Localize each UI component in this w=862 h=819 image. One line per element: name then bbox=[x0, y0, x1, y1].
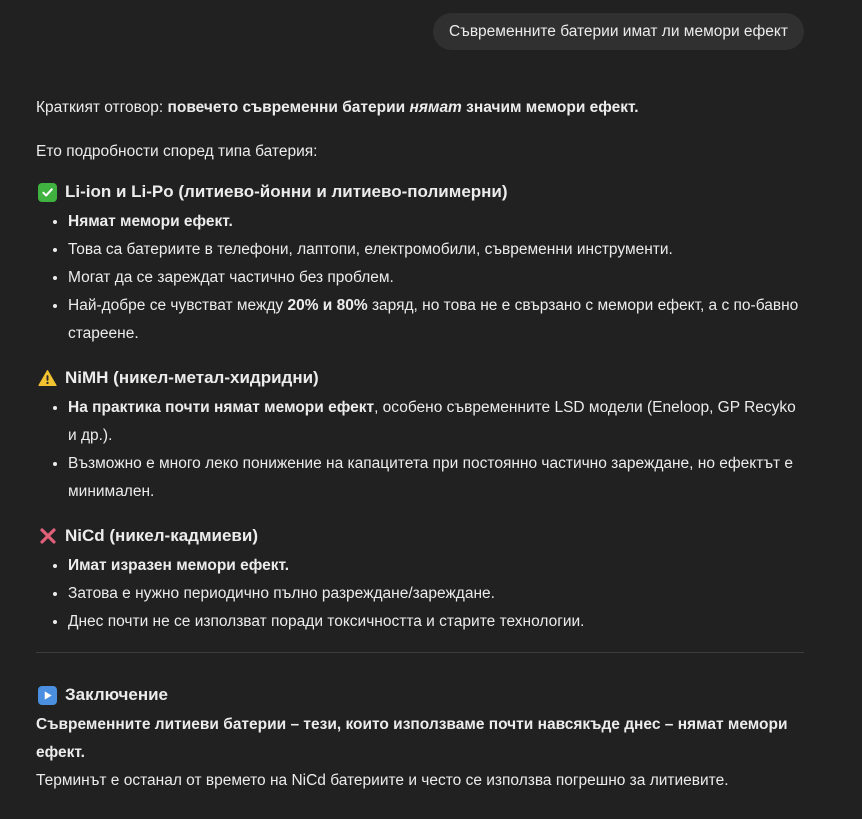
answer-lead bbox=[36, 94, 806, 122]
lead-bold-2: значим мемори ефект. bbox=[461, 99, 639, 116]
list-item bbox=[68, 580, 806, 608]
list-item-bold: 20% и 80% bbox=[287, 297, 368, 314]
lead-prefix: Краткият отговор: bbox=[36, 99, 168, 116]
list-item-bold: На практика почти нямат мемори ефект bbox=[68, 399, 375, 416]
list-item-text: , особено съвременните LSD модели (Eneloop, GP Recyko и др.). bbox=[68, 399, 796, 444]
conclusion-text: Терминът е останал от времето на NiCd батериите и често се използва погрешно за литиевите. bbox=[36, 772, 729, 789]
section-heading-nicd bbox=[36, 522, 806, 550]
list-item bbox=[68, 208, 806, 236]
list-item-text: Днес почти не се използват поради токсичността и старите технологии. bbox=[68, 613, 585, 630]
answer-intro: Ето подробности според типа батерия: bbox=[36, 143, 318, 160]
warning-icon bbox=[38, 369, 57, 388]
conclusion-bold-text: Съвременните литиеви батерии – тези, които използваме почти навсякъде днес – нямат мемори ефект. bbox=[36, 716, 788, 761]
list-item-text: Затова е нужно периодично пълно разреждане/зареждане. bbox=[68, 585, 495, 602]
list-item bbox=[68, 552, 806, 580]
lead-bold-italic: нямат bbox=[409, 99, 462, 116]
list-item-bold: Имат изразен мемори ефект. bbox=[68, 557, 290, 574]
section-title: NiCd (никел-кадмиеви) bbox=[65, 526, 258, 545]
list-item bbox=[68, 236, 806, 264]
conclusion-heading bbox=[36, 681, 806, 709]
list-item-text: Най-добре се чувстват между bbox=[68, 297, 288, 314]
user-message-bubble bbox=[433, 13, 804, 50]
section-list-li-ion bbox=[36, 208, 806, 348]
assistant-answer bbox=[36, 94, 806, 795]
user-message-text: Съвременните батерии имат ли мемори ефект bbox=[448, 22, 788, 40]
cross-mark-icon bbox=[38, 527, 57, 546]
section-title: Li-ion и Li-Po (литиево-йонни и литиево-полимерни) bbox=[65, 182, 508, 201]
lead-bold-1: повечето съвременни батерии bbox=[167, 99, 410, 116]
list-item-bold: Нямат мемори ефект. bbox=[68, 213, 233, 230]
play-button-icon bbox=[38, 686, 57, 705]
list-item-text: заряд, но това не е свързано с мемори ефект, а с по-бавно стареене. bbox=[68, 297, 799, 342]
check-mark-icon bbox=[38, 183, 57, 202]
conclusion-title: Заключение bbox=[65, 685, 168, 704]
divider bbox=[36, 652, 804, 653]
section-heading-li-ion bbox=[36, 178, 806, 206]
list-item-text: Могат да се зареждат частично без проблем. bbox=[68, 269, 394, 286]
list-item bbox=[68, 608, 806, 636]
section-heading-nimh bbox=[36, 364, 806, 392]
list-item bbox=[68, 394, 806, 450]
list-item bbox=[68, 264, 806, 292]
list-item bbox=[68, 292, 806, 348]
section-title: NiMH (никел-метал-хидридни) bbox=[65, 368, 319, 387]
section-list-nicd bbox=[36, 552, 806, 636]
list-item-text: Възможно е много леко понижение на капацитета при постоянно частично зареждане, но ефектът е минимален. bbox=[68, 455, 794, 500]
list-item-text: Това са батериите в телефони, лаптопи, електромобили, съвременни инструменти. bbox=[68, 241, 673, 258]
section-list-nimh bbox=[36, 394, 806, 506]
list-item bbox=[68, 450, 806, 506]
